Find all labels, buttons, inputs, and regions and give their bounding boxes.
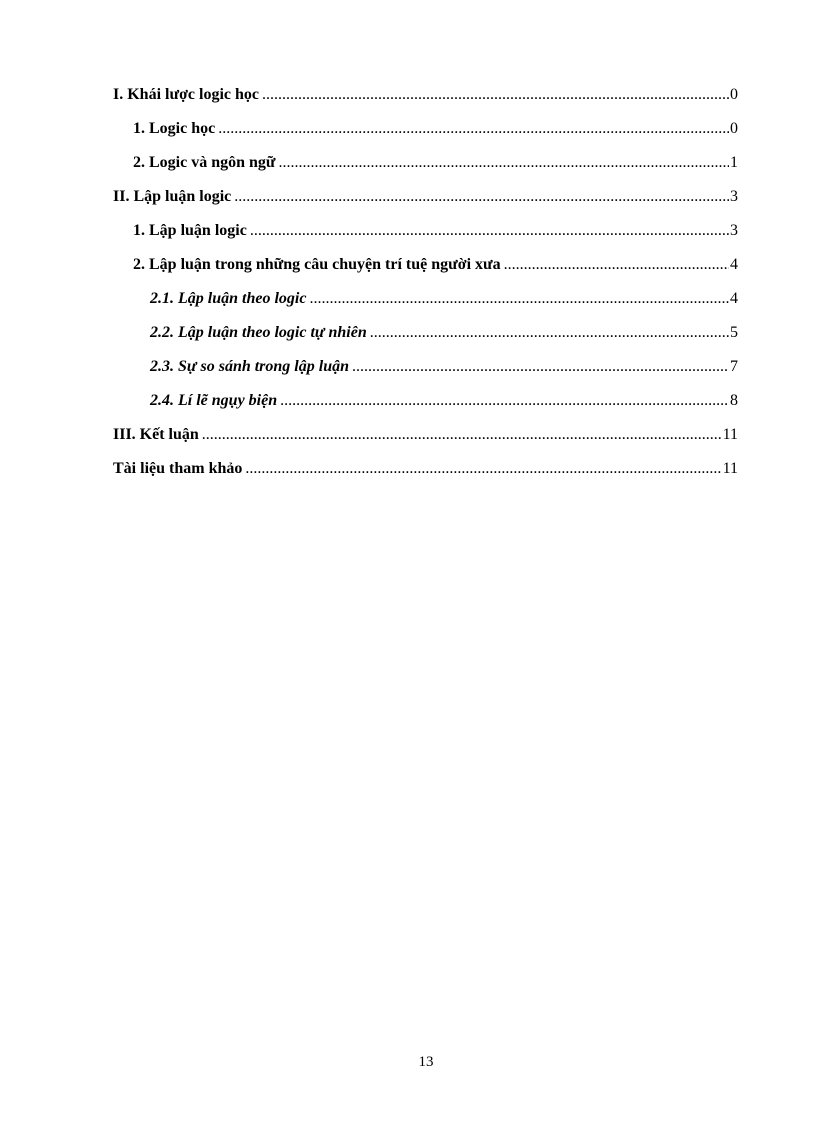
toc-entry-lap-luan-theo-logic[interactable] — [113, 288, 738, 322]
toc-entry-logic-va-ngon-ngu[interactable] — [113, 152, 738, 186]
toc-entry-title: Tài liệu tham khảo — [113, 460, 243, 477]
page-number: 13 — [418, 1054, 434, 1070]
toc-dot-leader — [202, 424, 722, 446]
toc-entry-title: 2.2. Lập luận theo logic tự nhiên — [150, 324, 367, 341]
toc-dot-leader — [309, 288, 729, 310]
toc-entry-page: 3 — [730, 222, 738, 239]
toc-entry-title: 2.3. Sự so sánh trong lập luận — [150, 358, 349, 375]
toc-dot-leader — [262, 84, 729, 106]
toc-entry-title: 2.1. Lập luận theo logic — [150, 290, 307, 307]
toc-entry-logic-tu-nhien[interactable] — [113, 322, 738, 356]
toc-entry-page: 4 — [730, 256, 738, 273]
toc-entry-page: 11 — [722, 426, 738, 443]
toc-entry-title: 1. Lập luận logic — [133, 222, 247, 239]
toc-dot-leader — [245, 458, 721, 480]
toc-entry-title: II. Lập luận logic — [113, 188, 232, 205]
toc-entry-lap-luan-logic[interactable] — [113, 220, 738, 254]
toc-entry-lap-luan-logic-section[interactable] — [113, 186, 738, 220]
toc-entry-title: 2. Lập luận trong những câu chuyện trí tuệ người xưa — [133, 256, 501, 273]
toc-entry-li-le-nguy-bien[interactable] — [113, 390, 738, 424]
toc-entry-page: 7 — [730, 358, 738, 375]
toc-entry-title: 2.4. Lí lẽ ngụy biện — [150, 392, 278, 409]
toc-dot-leader — [352, 356, 729, 378]
toc-entry-title: 2. Logic và ngôn ngữ — [133, 154, 276, 171]
toc-entry-page: 8 — [730, 392, 738, 409]
toc-entry-page: 5 — [730, 324, 738, 341]
toc-entry-tai-lieu-tham-khao[interactable] — [113, 458, 738, 492]
toc-dot-leader — [280, 390, 729, 412]
toc-dot-leader — [370, 322, 729, 344]
toc-entry-page: 0 — [730, 120, 738, 137]
table-of-contents — [113, 84, 738, 492]
toc-entry-page: 11 — [722, 460, 738, 477]
toc-entry-page: 3 — [730, 188, 738, 205]
toc-entry-khai-luoc-logic-hoc[interactable] — [113, 84, 738, 118]
toc-entry-logic-hoc[interactable] — [113, 118, 738, 152]
toc-entry-page: 4 — [730, 290, 738, 307]
toc-entry-ket-luan[interactable] — [113, 424, 738, 458]
toc-dot-leader — [218, 118, 729, 140]
toc-entry-su-so-sanh[interactable] — [113, 356, 738, 390]
toc-entry-title: I. Khái lược logic học — [113, 86, 260, 103]
toc-entry-page: 1 — [730, 154, 738, 171]
toc-dot-leader — [279, 152, 729, 174]
toc-entry-title: III. Kết luận — [113, 426, 199, 443]
toc-entry-lap-luan-cau-chuyen[interactable] — [113, 254, 738, 288]
toc-dot-leader — [234, 186, 729, 208]
toc-entry-title: 1. Logic học — [133, 120, 216, 137]
toc-entry-page: 0 — [730, 86, 738, 103]
toc-dot-leader — [504, 254, 729, 276]
toc-dot-leader — [250, 220, 729, 242]
